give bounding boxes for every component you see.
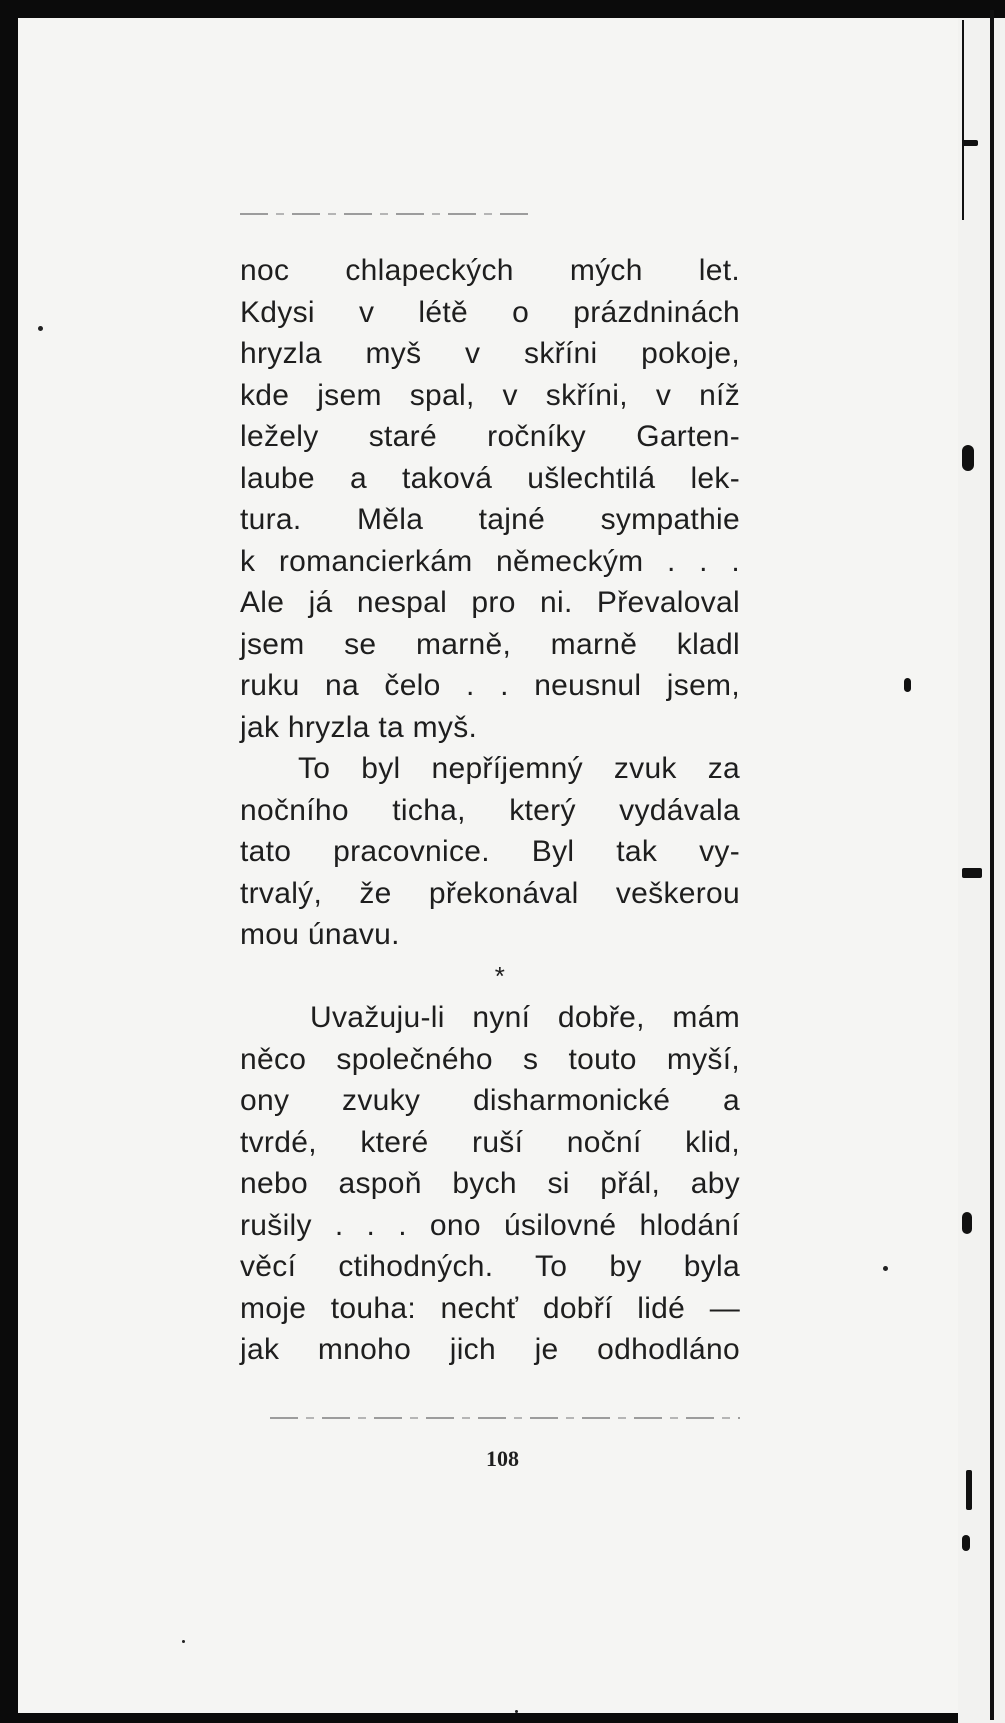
- page-edge-line-short: [962, 20, 964, 220]
- text-line: tvrdé, které ruší noční klid,: [240, 1125, 740, 1159]
- edge-mark: [962, 140, 978, 146]
- edge-mark: [962, 1535, 970, 1551]
- speck: [883, 1266, 888, 1271]
- text-line: rušily . . . ono úsilovné hlodání: [240, 1208, 740, 1242]
- text-line: Kdysi v létě o prázdninách: [240, 295, 740, 329]
- edge-mark: [904, 678, 911, 692]
- text-line: něco společného s touto myší,: [240, 1042, 740, 1076]
- edge-mark: [962, 445, 974, 471]
- speck: [38, 326, 43, 331]
- text-line: nočního ticha, který vydávala: [240, 793, 740, 827]
- text-line: mou únavu.: [240, 918, 400, 951]
- text-line: noc chlapeckých mých let.: [240, 254, 740, 287]
- text-line: ony zvuky disharmonické a: [240, 1084, 740, 1117]
- edge-mark: [962, 1212, 972, 1234]
- edge-mark: [966, 1470, 972, 1510]
- text-line: tura. Měla tajné sympathie: [240, 503, 740, 536]
- body-text: [240, 250, 740, 1371]
- text-line: trvalý, že překonával veškerou: [240, 876, 740, 910]
- text-line: tato pracovnice. Byl tak vy-: [240, 835, 740, 868]
- text-line: nebo aspoň bych si přál, aby: [240, 1167, 740, 1200]
- text-line: laube a taková ušlechtilá lek-: [240, 461, 740, 495]
- speck: [515, 1710, 518, 1713]
- speck: [182, 1640, 185, 1643]
- text-line: k romancierkám německým . . .: [240, 544, 740, 578]
- bottom-rule: [270, 1417, 740, 1419]
- edge-mark: [962, 868, 982, 878]
- section-separator: *: [494, 960, 506, 991]
- text-line: věcí ctihodných. To by byla: [240, 1250, 740, 1283]
- text-line: ležely staré ročníky Garten-: [240, 420, 740, 453]
- text-line: jsem se marně, marně kladl: [240, 627, 740, 661]
- text-line: ruku na čelo . . neusnul jsem,: [240, 669, 740, 702]
- text-line: jak hryzla ta myš.: [240, 710, 478, 744]
- text-line: Uvažuju-li nyní dobře, mám: [310, 1001, 740, 1034]
- page-number: 108: [486, 1446, 519, 1471]
- top-rule: [240, 213, 530, 215]
- text-line: To byl nepříjemný zvuk za: [298, 752, 740, 785]
- text-line: hryzla myš v skříni pokoje,: [240, 337, 740, 370]
- text-line: moje touha: nechť dobří lidé —: [240, 1291, 740, 1325]
- text-line: Ale já nespal pro ni. Převaloval: [240, 586, 740, 619]
- text-line: jak mnoho jich je odhodláno: [240, 1333, 740, 1366]
- text-line: kde jsem spal, v skříni, v níž: [240, 378, 740, 412]
